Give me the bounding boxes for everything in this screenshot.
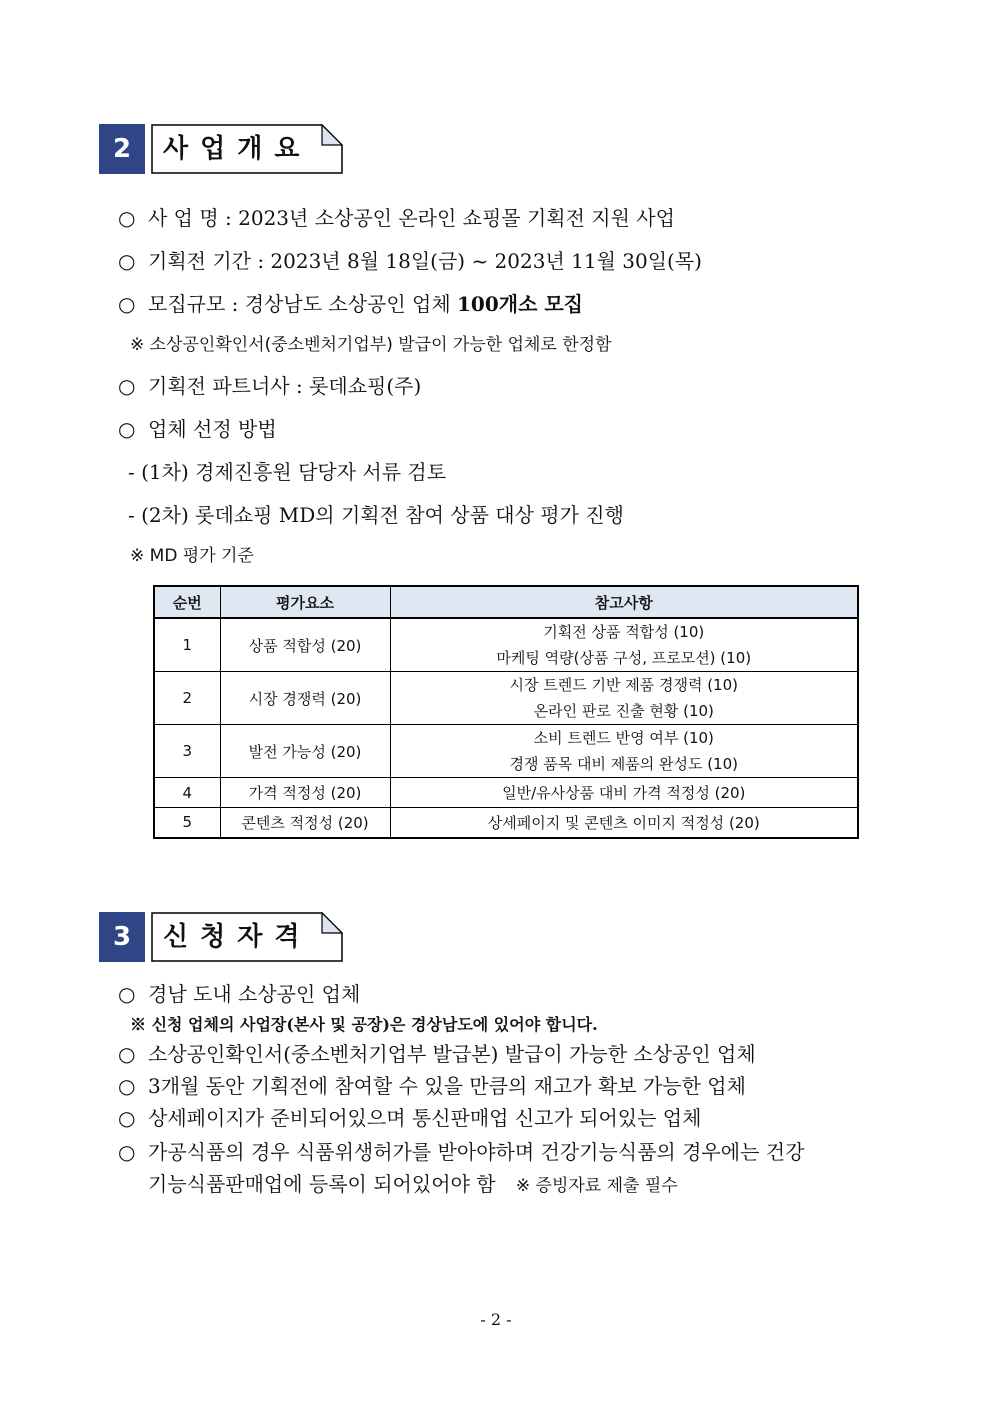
row-notes: 소비 트렌드 반영 여부 (10) 경쟁 품목 대비 제품의 완성도 (10) xyxy=(390,725,858,778)
page-number: - 2 - xyxy=(480,1310,512,1329)
eligibility-item-1: ○ 경남 도내 소상공인 업체 xyxy=(118,982,361,1006)
bullet: ○ xyxy=(118,417,136,441)
header-factor: 평가요소 xyxy=(220,586,390,618)
section-number: 3 xyxy=(99,912,145,962)
row-no: 1 xyxy=(154,618,220,672)
bullet: ○ xyxy=(118,206,136,230)
bullet: ○ xyxy=(118,982,136,1006)
row-factor: 콘텐츠 적정성 (20) xyxy=(220,808,390,838)
step-1: - (1차) 경제진흥원 담당자 서류 검토 xyxy=(128,460,447,484)
section-title: 사업개요 xyxy=(163,134,312,164)
row-factor: 시장 경쟁력 (20) xyxy=(220,672,390,725)
section-title-box xyxy=(151,912,343,962)
item-partner: ○ 기획전 파트너사 : 롯데쇼핑(주) xyxy=(118,374,422,398)
table-row xyxy=(154,672,858,725)
evaluation-criteria-table xyxy=(153,585,859,839)
table-row xyxy=(154,725,858,778)
row-no: 2 xyxy=(154,672,220,725)
eligibility-item-4: ○ 상세페이지가 준비되어있으며 통신판매업 신고가 되어있는 업체 xyxy=(118,1106,702,1130)
eligibility-item-5: ○ 가공식품의 경우 식품위생허가를 받아야하며 건강기능식품의 경우에는 건강 xyxy=(118,1140,805,1164)
row-notes: 일반/유사상품 대비 가격 적정성 (20) xyxy=(390,778,858,808)
item-method: ○ 업체 선정 방법 xyxy=(118,417,277,441)
eligibility-item-3: ○ 3개월 동안 기획전에 참여할 수 있을 만큼의 재고가 확보 가능한 업체 xyxy=(118,1074,746,1098)
row-factor: 상품 적합성 (20) xyxy=(220,618,390,672)
item-scale: ○ 모집규모 : 경상남도 소상공인 업체 100개소 모집 xyxy=(118,292,584,316)
section-title-box xyxy=(151,124,343,174)
bullet: ○ xyxy=(118,1042,136,1066)
table-row xyxy=(154,618,858,672)
bullet: ○ xyxy=(118,292,136,316)
row-notes: 기획전 상품 적합성 (10) 마케팅 역량(상품 구성, 프로모션) (10) xyxy=(390,618,858,672)
row-factor: 발전 가능성 (20) xyxy=(220,725,390,778)
scale-note: ※ 소상공인확인서(중소벤처기업부) 발급이 가능한 업체로 한정함 xyxy=(130,335,612,355)
table-header-row xyxy=(154,586,858,618)
item-business-name: ○ 사 업 명 : 2023년 소상공인 온라인 쇼핑몰 기획전 지원 사업 xyxy=(118,206,675,230)
row-notes: 시장 트렌드 기반 제품 경쟁력 (10) 온라인 판로 진출 현황 (10) xyxy=(390,672,858,725)
table-row xyxy=(154,778,858,808)
row-no: 4 xyxy=(154,778,220,808)
header-notes: 참고사항 xyxy=(390,586,858,618)
row-no: 3 xyxy=(154,725,220,778)
step-2: - (2차) 롯데쇼핑 MD의 기획전 참여 상품 대상 평가 진행 xyxy=(128,503,624,527)
bullet: ○ xyxy=(118,1140,136,1164)
bullet: ○ xyxy=(118,1106,136,1130)
bullet: ○ xyxy=(118,249,136,273)
row-factor: 가격 적정성 (20) xyxy=(220,778,390,808)
row-no: 5 xyxy=(154,808,220,838)
item-period: ○ 기획전 기간 : 2023년 8월 18일(금) ~ 2023년 11월 30일(목) xyxy=(118,249,702,273)
eligibility-item-2: ○ 소상공인확인서(중소벤처기업부 발급본) 발급이 가능한 소상공인 업체 xyxy=(118,1042,756,1066)
md-note: ※ MD 평가 기준 xyxy=(130,546,254,566)
section-title: 신청자격 xyxy=(163,922,312,952)
row-notes: 상세페이지 및 콘텐츠 이미지 적정성 (20) xyxy=(390,808,858,838)
scale-highlight: 100개소 모집 xyxy=(457,292,584,316)
header-no: 순번 xyxy=(154,586,220,618)
location-requirement-note: ※ 신청 업체의 사업장(본사 및 공장)은 경상남도에 있어야 합니다. xyxy=(130,1015,598,1034)
eligibility-item-5-cont: 기능식품판매업에 등록이 되어있어야 함 ※ 증빙자료 제출 필수 xyxy=(148,1172,678,1196)
section-number: 2 xyxy=(99,124,145,174)
bullet: ○ xyxy=(118,374,136,398)
table-row xyxy=(154,808,858,838)
evidence-note: ※ 증빙자료 제출 필수 xyxy=(515,1176,678,1196)
bullet: ○ xyxy=(118,1074,136,1098)
